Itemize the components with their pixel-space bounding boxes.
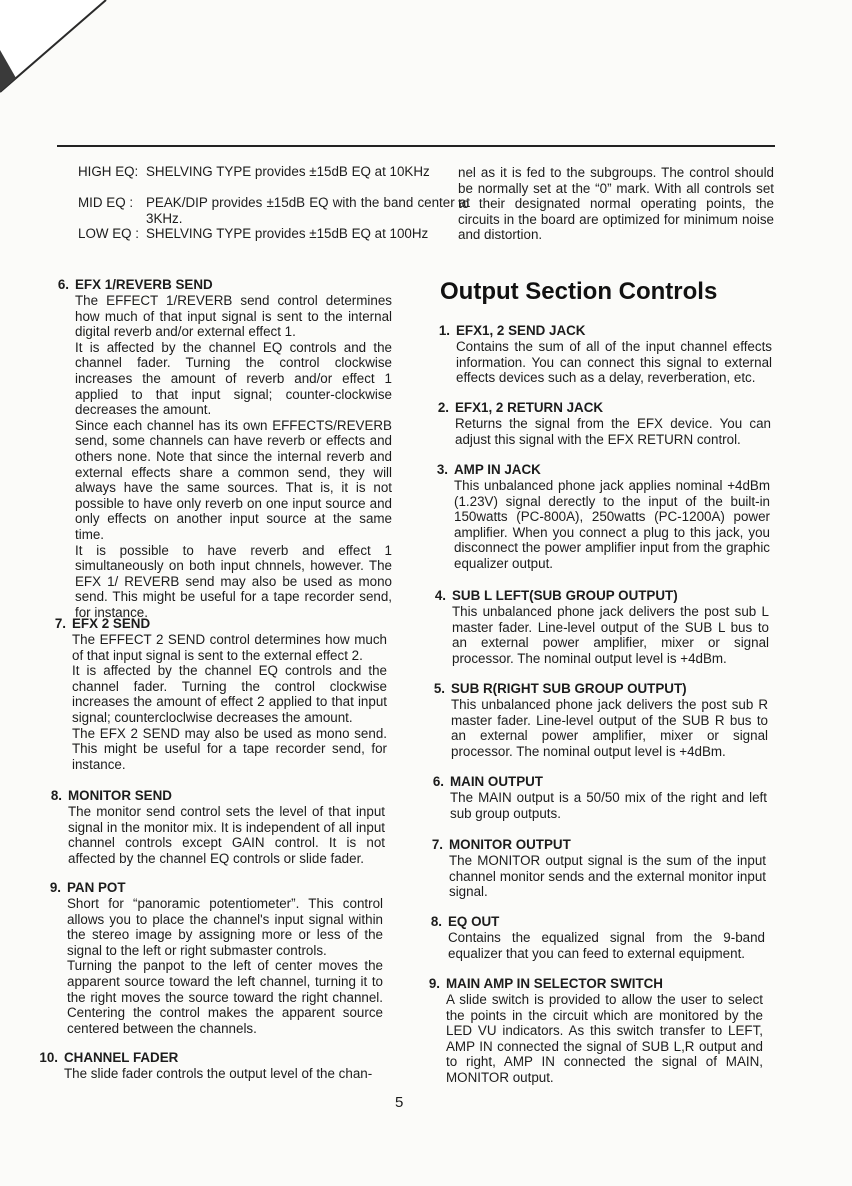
eq-spec-text: SHELVING TYPE provides ±15dB EQ at 10KHz — [146, 164, 430, 179]
paragraph: A slide switch is provided to allow the user to select the points in the circuit which are monitored by the LED VU indicators. As this switch transfer to LEFT, AMP IN connected the signal of SUB L,R output and to right, AMP IN connected the signal of MAIN, MONITOR output. — [446, 992, 763, 1085]
section-body — [75, 293, 392, 620]
section-heading: 2. EFX1, 2 RETURN JACK — [437, 400, 604, 415]
paragraph: It is affected by the channel EQ controls and the channel fader. Turning the control clockwise increases the amount of reverb and/or effect 1 applied to that input signal; counter-clockwise decreases the amount. — [75, 339, 392, 418]
section-heading: 5. SUB R(RIGHT SUB GROUP OUTPUT) — [433, 681, 687, 696]
section-body — [72, 632, 387, 772]
eq-spec-key: MID EQ : — [78, 195, 134, 210]
section-heading: 8. MONITOR SEND — [50, 788, 172, 803]
section-body — [450, 790, 767, 821]
page-number: 5 — [395, 1094, 404, 1111]
eq-spec-text: PEAK/DIP provides ±15dB EQ with the band center at 3KHz. — [146, 195, 470, 226]
section-heading: 8. EQ OUT — [430, 914, 500, 929]
section-body — [446, 992, 763, 1086]
section-body — [451, 697, 768, 759]
section-heading: 3. AMP IN JACK — [436, 462, 541, 477]
scan-corner-mark — [0, 0, 120, 100]
page-title: Output Section Controls — [440, 278, 718, 305]
section-heading: 9. PAN POT — [49, 880, 126, 895]
section-heading: 6. EFX 1/REVERB SEND — [57, 277, 213, 292]
paragraph: Since each channel has its own EFFECTS/REVERB send, some channels can have reverb or effects and others none. Note that since the internal reverb and external effects share a common send, they will always have the same sources. That is, it is not possible to have only reverb on one input source and only effects on another input source at the same time. — [75, 417, 392, 542]
paragraph: Turning the panpot to the left of center moves the apparent source toward the left channel, turning it to the right moves the source toward the right channel. Centering the control makes the apparent source centered between the channels. — [67, 958, 383, 1036]
paragraph: Contains the sum of all of the input channel effects information. You can connect this signal to external effects devices such as a delay, reverberation, etc. — [456, 339, 772, 386]
paragraph: Returns the signal from the EFX device. You can adjust this signal with the EFX RETURN control. — [455, 416, 771, 447]
section-body — [454, 478, 770, 572]
paragraph: This unbalanced phone jack delivers the post sub R master fader. Line-level output of the SUB R bus to an external power amplifier, mixer or signal processor. The nominal output level is +4dBm. — [451, 697, 768, 759]
paragraph: nel as it is fed to the subgroups. The control should be normally set at the “0” mark. With all controls set to their designated normal operating points, the circuits in the board are optimized for minimum noise and distortion. — [458, 165, 774, 243]
section-heading: 1. EFX1, 2 SEND JACK — [438, 323, 586, 338]
eq-spec-key: HIGH EQ: — [78, 164, 139, 179]
paragraph: It is affected by the channel EQ controls and the channel fader. Turning the control clockwise increases the amount of effect 2 applied to that input signal; countercloclwise decreases the amount. — [72, 663, 387, 725]
header-rule — [57, 145, 775, 147]
section-body — [452, 604, 769, 666]
paragraph: This unbalanced phone jack delivers the post sub L master fader. Line-level output of the SUB L bus to an external power amplifier, mixer or signal processor. The nominal output level is +4dBm. — [452, 604, 769, 666]
paragraph: The MONITOR output signal is the sum of the input channel monitor sends and the external monitor input signal. — [449, 853, 766, 900]
section-heading: 7. EFX 2 SEND — [54, 616, 151, 631]
section-heading: 7. MONITOR OUTPUT — [431, 837, 571, 852]
eq-spec-key: LOW EQ : — [78, 226, 140, 241]
section-body — [455, 416, 771, 447]
section-body — [68, 804, 385, 866]
paragraph: Short for “panoramic potentiometer”. This control allows you to place the channel's input signal within the stereo image by assigning more or less of the signal to the left or right submaster controls. — [67, 896, 383, 958]
section-body — [456, 339, 772, 386]
section-heading: 6. MAIN OUTPUT — [432, 774, 543, 789]
paragraph: The slide fader controls the output level of the chan- — [64, 1066, 373, 1081]
eq-spec-text: SHELVING TYPE provides ±15dB EQ at 100Hz — [146, 226, 429, 241]
paragraph: It is possible to have reverb and effect 1 simultaneously on both input chnnels, however. The EFX 1/ REVERB send may also be used as mono send. This might be useful for a tape recorder send, for instance. — [75, 542, 392, 620]
paragraph: The EFFECT 2 SEND control determines how much of that input signal is sent to the external effect 2. — [72, 632, 387, 663]
paragraph: The EFX 2 SEND may also be used as mono send. This might be useful for a tape recorder send, for instance. — [72, 725, 387, 772]
section-heading: 9. MAIN AMP IN SELECTOR SWITCH — [428, 976, 663, 991]
paragraph: The EFFECT 1/REVERB send control determines how much of that input signal is sent to the internal digital reverb and/or external effect 1. — [75, 293, 392, 340]
paragraph: The MAIN output is a 50/50 mix of the right and left sub group outputs. — [450, 790, 767, 821]
section-body — [64, 1066, 382, 1082]
section-heading: 10. CHANNEL FADER — [39, 1050, 179, 1065]
paragraph: This unbalanced phone jack applies nominal +4dBm (1.23V) signal derectly to the input of the built-in 150watts (PC-800A), 250watts (PC-1200A) power amplifier. When you connect a plug to this jack, you disconnect the power amplifier input from the graphic equalizer output. — [454, 478, 770, 571]
paragraph: Contains the equalized signal from the 9-band equalizer that you can feed to external equipment. — [448, 930, 765, 961]
section-body — [449, 853, 766, 900]
section-heading: 4. SUB L LEFT(SUB GROUP OUTPUT) — [434, 588, 678, 603]
section-body — [67, 896, 383, 1036]
section-body — [448, 930, 765, 961]
paragraph: The monitor send control sets the level of that input signal in the monitor mix. It is independent of all input channel controls except GAIN control. It is not affected by the channel EQ controls or slide fader. — [68, 804, 385, 866]
